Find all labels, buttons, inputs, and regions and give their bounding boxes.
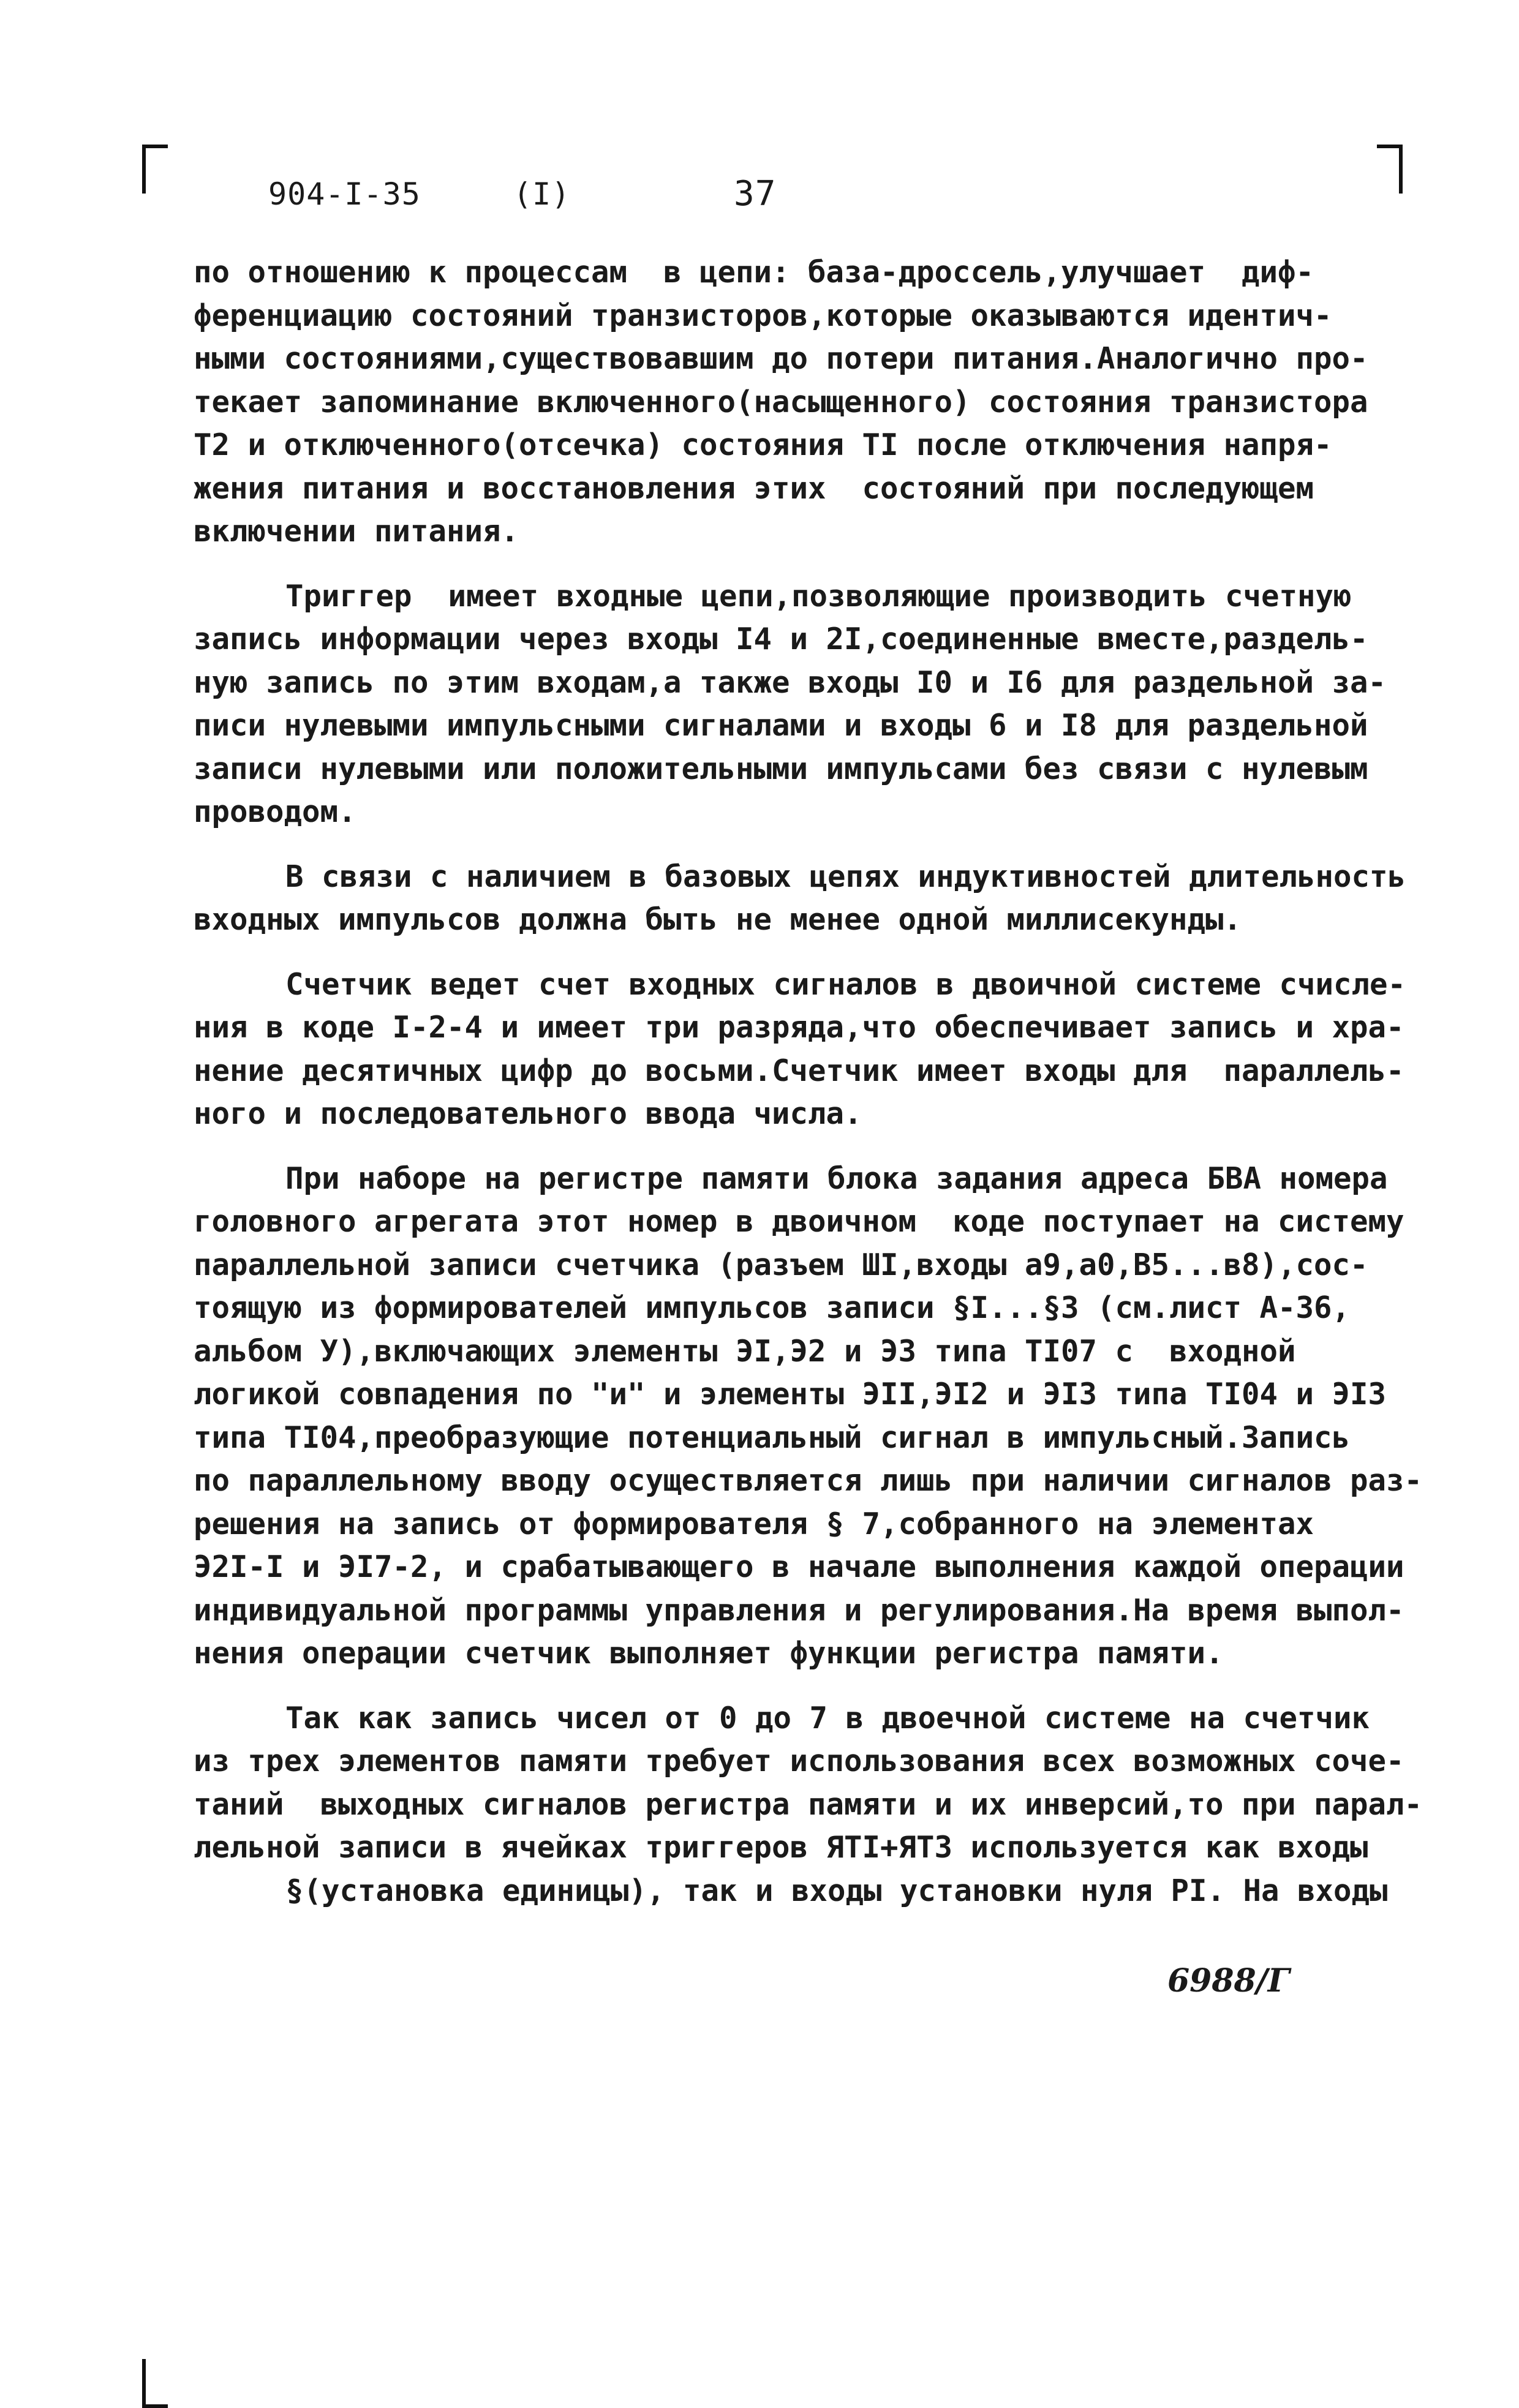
- paragraph-3: [194, 856, 1406, 942]
- text-line: Счетчик ведет счет входных сигналов в двоичной системе счисле-: [285, 966, 1406, 1002]
- text-line: решения на запись от формирователя § 7,собранного на элементах: [194, 1506, 1314, 1541]
- text-line: писи нулевыми импульсными сигналами и входы 6 и I8 для раздельной: [194, 708, 1368, 743]
- paragraph-1: [194, 251, 1406, 554]
- text-line: запись информации через входы I4 и 2I,соединенные вместе,раздель-: [194, 622, 1368, 657]
- text-line: ную запись по этим входам,а также входы I0 и I6 для раздельной за-: [194, 664, 1387, 700]
- corner-mark-top-left: [142, 145, 168, 194]
- text-line: типа ТI04,преобразующие потенциальный сигнал в импульсный.Запись: [194, 1420, 1351, 1455]
- text-line: по параллельному вводу осуществляется лишь при наличии сигналов раз-: [194, 1463, 1423, 1498]
- text-line: При наборе на регистре памяти блока задания адреса БВА номера: [285, 1161, 1388, 1196]
- text-line: Триггер имеет входные цепи,позволяющие производить счетную: [285, 578, 1352, 614]
- text-line: входных импульсов должна быть не менее одной миллисекунды.: [194, 902, 1242, 937]
- paragraph-5: [194, 1157, 1423, 1676]
- paragraph-6: [194, 1697, 1423, 1913]
- text-line: §(установка единицы), так и входы установки нуля РI. На входы: [285, 1873, 1388, 1908]
- corner-mark-top-right: [1377, 145, 1403, 194]
- page-number: 37: [734, 174, 777, 214]
- text-line: ференциацию состояний транзисторов,которые оказываются идентич-: [194, 298, 1332, 333]
- text-line: ного и последовательного ввода числа.: [194, 1096, 862, 1131]
- document-code: 904-I-35: [268, 176, 421, 212]
- text-line: индивидуальной программы управления и регулирования.На время выпол-: [194, 1592, 1404, 1628]
- text-line: таний выходных сигналов регистра памяти и их инверсий,то при парал-: [194, 1786, 1423, 1822]
- corner-mark-bottom-left: [142, 2359, 168, 2408]
- text-line: альбом У),включающих элементы ЭI,Э2 и Э3 типа ТI07 с входной: [194, 1333, 1296, 1369]
- archive-stamp: 6988/Г: [1167, 1962, 1290, 2000]
- text-line: из трех элементов памяти требует использования всех возможных соче-: [194, 1744, 1404, 1778]
- text-line: параллельной записи счетчика (разъем ШI,входы а9,а0,В5...в8),сос-: [194, 1247, 1368, 1282]
- text-line: текает запоминание включенного(насыщенного) состояния транзистора: [194, 384, 1368, 420]
- text-line: нение десятичных цифр до восьми.Счетчик имеет входы для параллель-: [194, 1053, 1404, 1088]
- text-line: нения операции счетчик выполняет функции регистра памяти.: [194, 1636, 1224, 1671]
- text-line: лельной записи в ячейках триггеров ЯТI+ЯТ3 используется как входы: [194, 1830, 1368, 1865]
- text-line: ными состояниями,существовавшим до потери питания.Аналогично про-: [194, 341, 1368, 376]
- text-line: Э2I-I и ЭI7-2, и срабатывающего в начале выполнения каждой операции: [194, 1549, 1404, 1584]
- paragraph-2: [194, 575, 1406, 834]
- text-line: проводом.: [194, 794, 356, 829]
- text-line: Т2 и отключенного(отсечка) состояния ТI после отключения напря-: [194, 427, 1332, 462]
- paragraph-4: [194, 963, 1406, 1136]
- text-line: жения питания и восстановления этих состояний при последующем: [194, 470, 1314, 506]
- text-line: ния в коде I-2-4 и имеет три разряда,что обеспечивает запись и хра-: [194, 1010, 1404, 1045]
- text-line: включении питания.: [194, 514, 519, 549]
- text-line: головного агрегата этот номер в двоичном коде поступает на систему: [194, 1204, 1404, 1239]
- text-line: логикой совпадения по "и" и элементы ЭII,ЭI2 и ЭI3 типа ТI04 и ЭI3: [194, 1377, 1387, 1412]
- text-line: тоящую из формирователей импульсов записи §I...§3 (см.лист А-36,: [194, 1290, 1351, 1325]
- text-line: записи нулевыми или положительными импульсами без связи с нулевым: [194, 751, 1368, 786]
- text-line: Так как запись чисел от 0 до 7 в двоечной системе на счетчик: [285, 1700, 1370, 1736]
- text-line: В связи с наличием в базовых цепях индуктивностей длительность: [285, 859, 1406, 894]
- volume-number: (I): [513, 176, 571, 212]
- text-line: по отношению к процессам в цепи: база-дроссель,улучшает диф-: [194, 255, 1314, 290]
- document-body: [194, 251, 1423, 1913]
